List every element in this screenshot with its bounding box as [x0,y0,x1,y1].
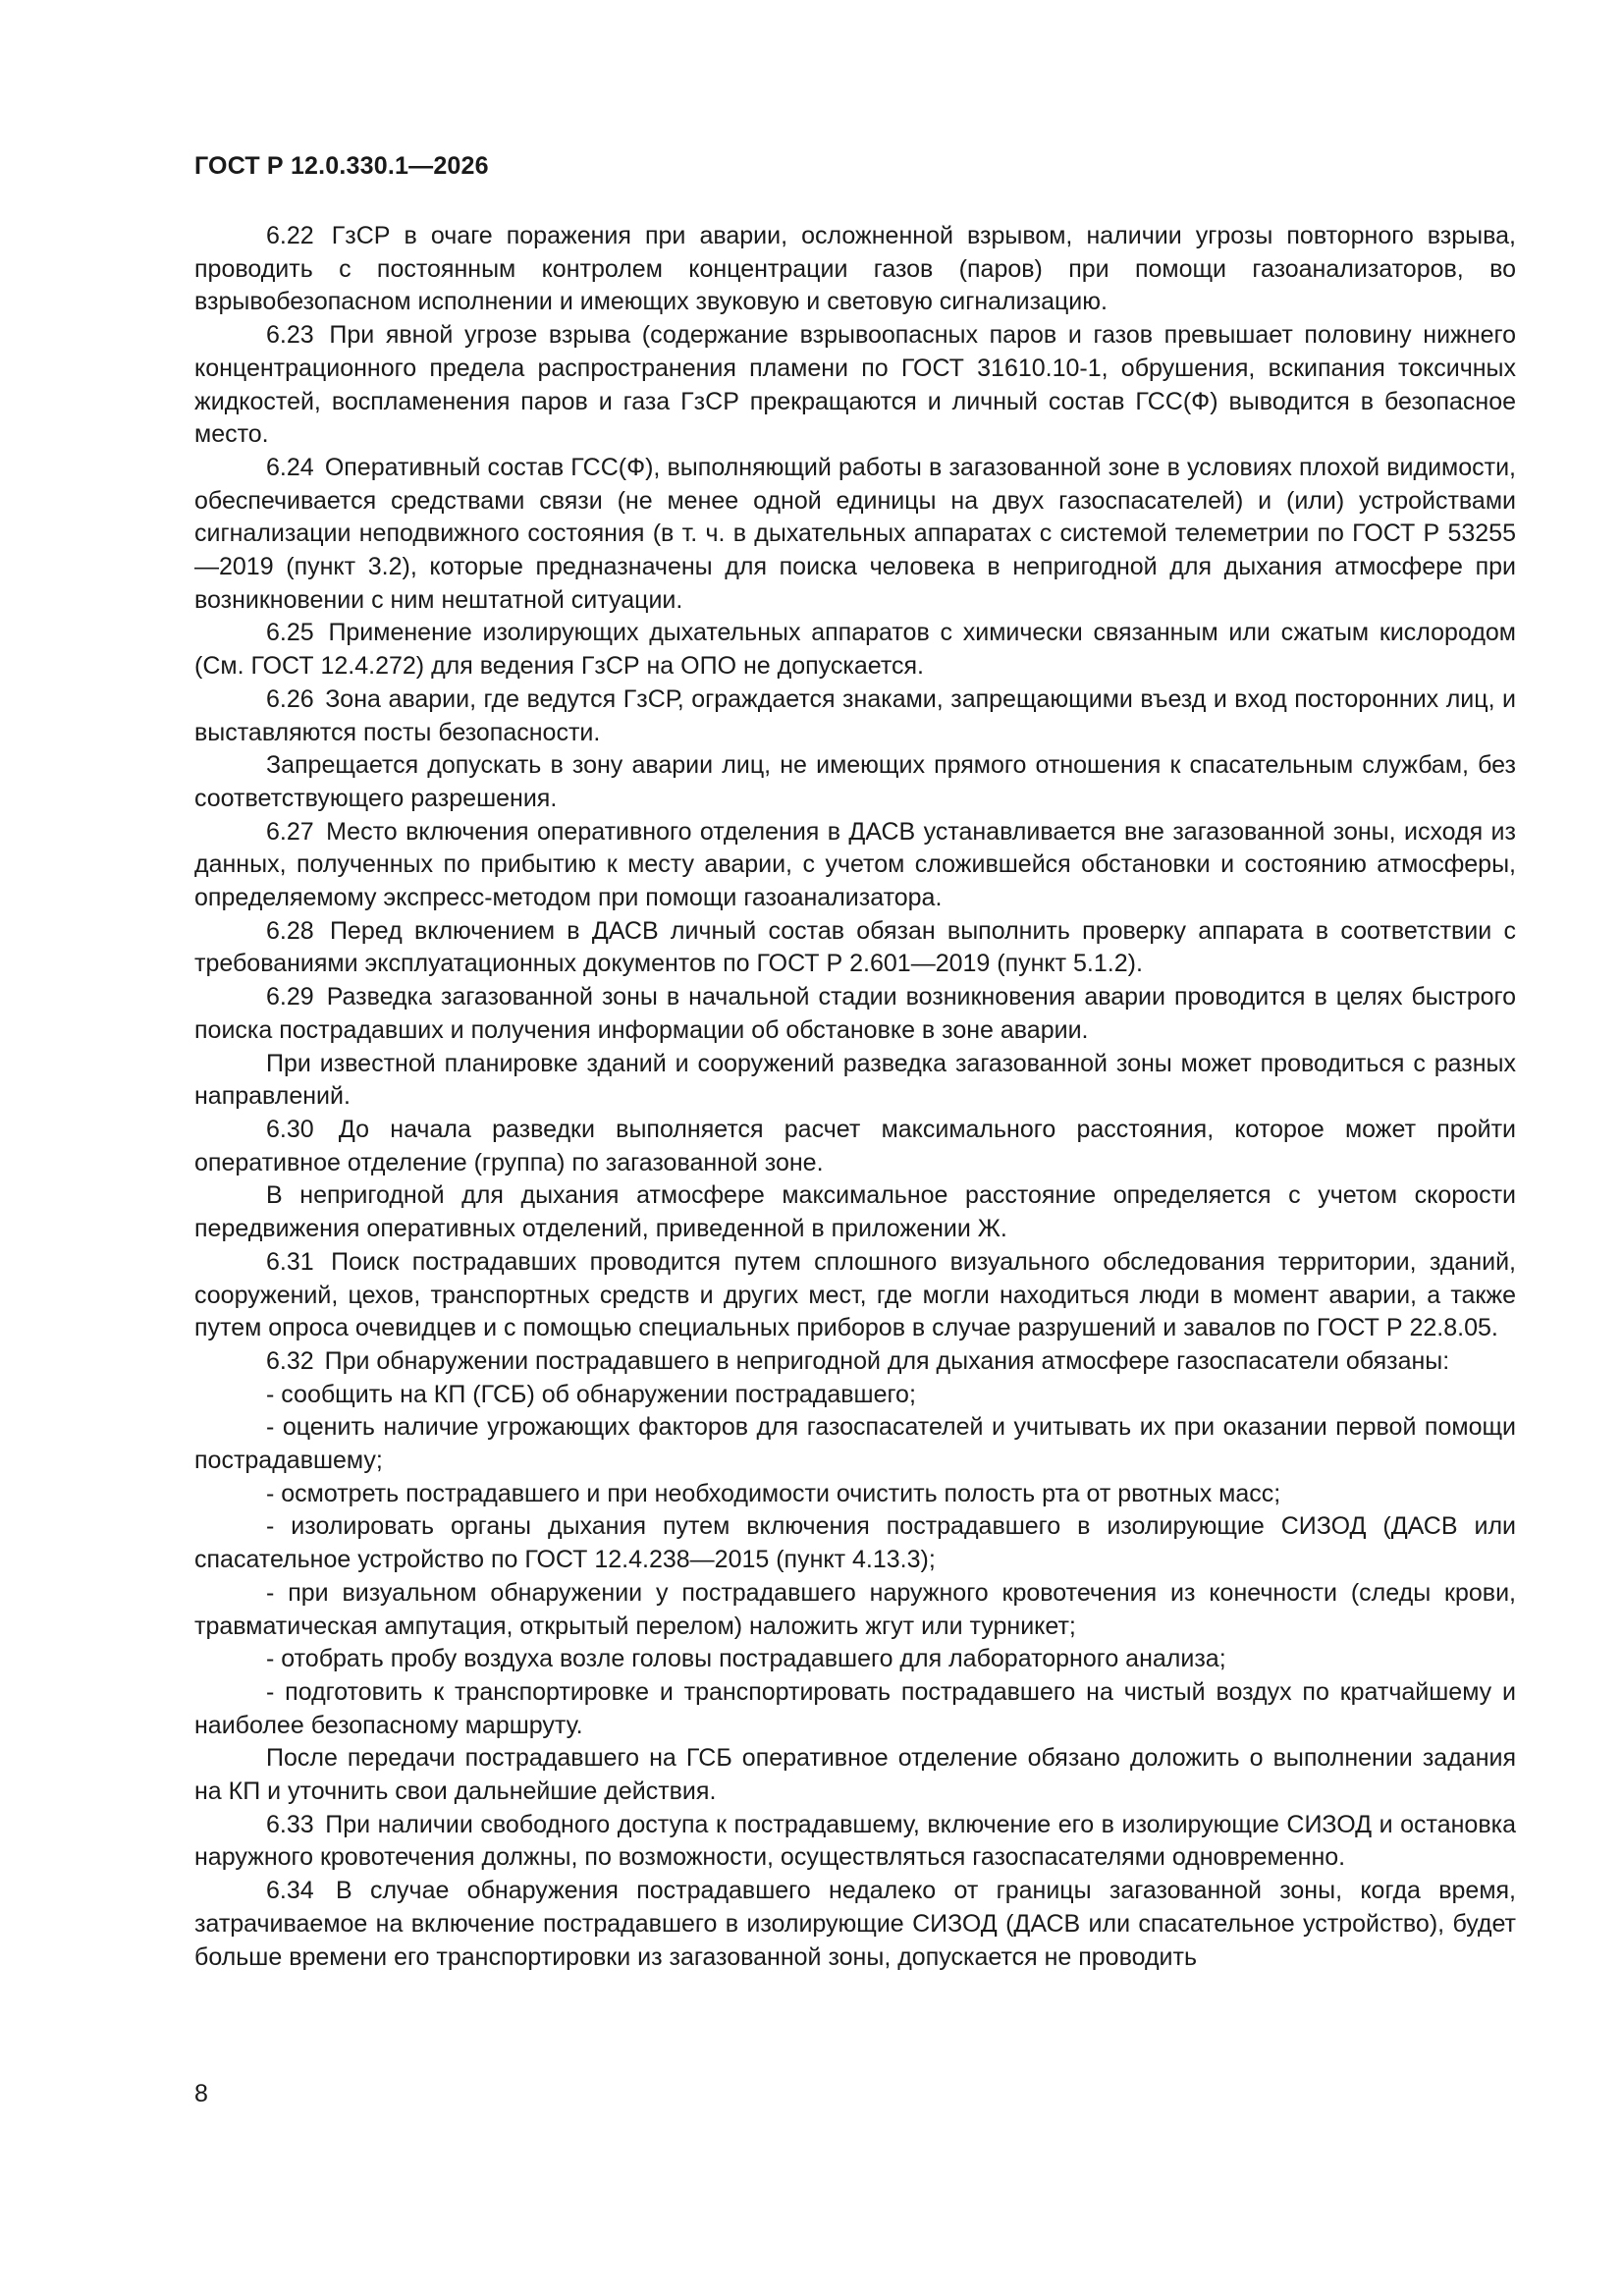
clause-number: 6.27 [266,817,314,846]
list-item-text: - оценить наличие угрожающих факторов для газоспасателей и учитывать их при оказании первой помощи пострадавшему; [194,1413,1516,1475]
list-item [194,1676,1516,1742]
page-number: 8 [194,2080,208,2107]
paragraph-6-28 [194,915,1516,981]
paragraph-6-29 [194,981,1516,1047]
paragraph-text: Применение изолирующих дыхательных аппаратов с химически связанным или сжатым кислородом (См. ГОСТ 12.4.272) для ведения ГзСР на ОПО не допускается. [194,619,1516,681]
paragraph-text: Перед включением в ДАСВ личный состав обязан выполнить проверку аппарата в соответствии с требованиями эксплуатационных документов по ГОСТ Р 2.601—2019 (пункт 5.1.2). [194,916,1516,978]
paragraph-text: После передачи пострадавшего на ГСБ оперативное отделение обязано доложить о выполнении задания на КП и уточнить свои дальнейшие действия. [194,1744,1516,1806]
clause-number: 6.34 [266,1877,314,1905]
paragraph-6-30-note [194,1179,1516,1245]
paragraph-6-30 [194,1114,1516,1179]
paragraph-6-25 [194,617,1516,683]
list-item-text: - изолировать органы дыхания путем включения пострадавшего в изолирующие СИЗОД (ДАСВ или спасательное устройство по ГОСТ 12.4.238—2015 (пункт 4.13.3); [194,1512,1516,1574]
paragraph-6-29-note [194,1048,1516,1114]
clause-number: 6.28 [266,916,314,945]
clause-number: 6.23 [266,321,314,350]
clause-number: 6.31 [266,1247,314,1276]
paragraph-text: При известной планировке зданий и сооружений разведка загазованной зоны может проводиться с разных направлений. [194,1049,1516,1111]
list-item-text: - подготовить к транспортировке и транспортировать пострадавшего на чистый воздух по кратчайшему и наиболее безопасному маршруту. [194,1677,1516,1739]
paragraph-6-34 [194,1875,1516,1974]
paragraph-text: Поиск пострадавших проводится путем сплошного визуального обследования территории, зданий, сооружений, цехов, транспортных средств и других мест, где могли находиться люди в момент аварии, а также путем опроса очевидцев и с помощью специальных приборов в случае разрушений и завалов по ГОСТ Р 22.8.05. [194,1247,1517,1342]
paragraph-6-26-note [194,749,1516,815]
clause-number: 6.24 [266,453,314,481]
clause-number: 6.26 [266,684,314,713]
paragraph-text: При явной угрозе взрыва (содержание взрывоопасных паров и газов превышает половину нижнего концентрационного предела распространения пламени по ГОСТ 31610.10-1, обрушения, вскипания токсичных жидкостей, воспламенения паров и газа ГзСР прекращаются и личный состав ГСС(Ф) выводится в безопасное место. [194,321,1516,449]
list-item [194,1643,1516,1676]
paragraph-6-26 [194,683,1516,749]
paragraph-6-24 [194,452,1516,618]
paragraph-text: Оперативный состав ГСС(Ф), выполняющий работы в загазованной зоне в условиях плохой видимости, обеспечивается средствами связи (не менее одной единицы на двух газоспасателей) и (или) устройствами сигнализации неподвижного состояния (в т. ч. в дыхательных аппаратах с системой телеметрии по ГОСТ Р 53255—2019 (пункт 3.2), которые предназначены для поиска человека в непригодной для дыхания атмосфере при возникновении с ним нештатной ситуации. [194,453,1516,614]
clause-number: 6.32 [266,1346,314,1375]
clause-number: 6.22 [266,222,314,249]
list-item [194,1577,1516,1643]
paragraph-6-32 [194,1345,1516,1379]
document-header: ГОСТ Р 12.0.330.1—2026 [194,152,489,180]
paragraph-text: Запрещается допускать в зону аварии лиц, не имеющих прямого отношения к спасательным службам, без соответствующего разрешения. [194,751,1516,812]
paragraph-6-22 [194,220,1516,319]
paragraph-text: В случае обнаружения пострадавшего недалеко от границы загазованной зоны, когда время, затрачиваемое на включение пострадавшего в изолирующие СИЗОД (ДАСВ или спасательное устройство), будет больше времени его транспортировки из загазованной зоны, допускается не проводить [194,1877,1516,1971]
paragraph-text: При обнаружении пострадавшего в непригодной для дыхания атмосфере газоспасатели обязаны: [324,1346,1450,1375]
clause-number: 6.33 [266,1810,314,1838]
paragraph-6-27 [194,816,1516,915]
list-item-text: - сообщить на КП (ГСБ) об обнаружении пострадавшего; [266,1380,916,1408]
paragraph-text: ГзСР в очаге поражения при аварии, осложненной взрывом, наличии угрозы повторного взрыва, проводить с постоянным контролем концентрации газов (паров) при помощи газоанализаторов, во взрывобезопасном исполнении и имеющих звуковую и световую сигнализацию. [194,222,1516,316]
paragraph-text: Разведка загазованной зоны в начальной стадии возникновения аварии проводится в целях быстрого поиска пострадавших и получения информации об обстановке в зоне аварии. [194,983,1516,1044]
paragraph-text: Зона аварии, где ведутся ГзСР, ограждается знаками, запрещающими въезд и вход посторонних лиц, и выставляются посты безопасности. [194,684,1516,746]
clause-number: 6.25 [266,619,314,647]
paragraph-6-23 [194,319,1516,452]
paragraph-6-33 [194,1809,1516,1875]
paragraph-text: При наличии свободного доступа к пострадавшему, включение его в изолирующие СИЗОД и остановка наружного кровотечения должны, по возможности, осуществляться газоспасателями одновременно. [194,1810,1516,1872]
clause-number: 6.30 [266,1115,314,1143]
list-item-text: - отобрать пробу воздуха возле головы пострадавшего для лабораторного анализа; [266,1645,1226,1673]
list-item-text: - осмотреть пострадавшего и при необходимости очистить полость рта от рвотных масс; [266,1479,1281,1507]
clause-number: 6.29 [266,983,314,1011]
paragraph-text: До начала разведки выполняется расчет максимального расстояния, которое может пройти оперативное отделение (группа) по загазованной зоне. [194,1115,1516,1176]
paragraph-6-31 [194,1246,1516,1345]
document-body [194,220,1516,1974]
list-item [194,1478,1516,1511]
paragraph-6-32-note [194,1742,1516,1808]
paragraph-text: Место включения оперативного отделения в ДАСВ устанавливается вне загазованной зоны, исходя из данных, полученных по прибытию к месту аварии, с учетом сложившейся обстановки и состоянию атмосферы, определяемому экспресс-методом при помощи газоанализатора. [194,817,1516,912]
paragraph-text: В непригодной для дыхания атмосфере максимальное расстояние определяется с учетом скорости передвижения оперативных отделений, приведенной в приложении Ж. [194,1181,1516,1243]
list-item [194,1510,1516,1576]
list-item [194,1411,1516,1477]
list-item [194,1379,1516,1412]
list-item-text: - при визуальном обнаружении у пострадавшего наружного кровотечения из конечности (следы крови, травматическая ампутация, открытый перелом) наложить жгут или турникет; [194,1578,1516,1640]
